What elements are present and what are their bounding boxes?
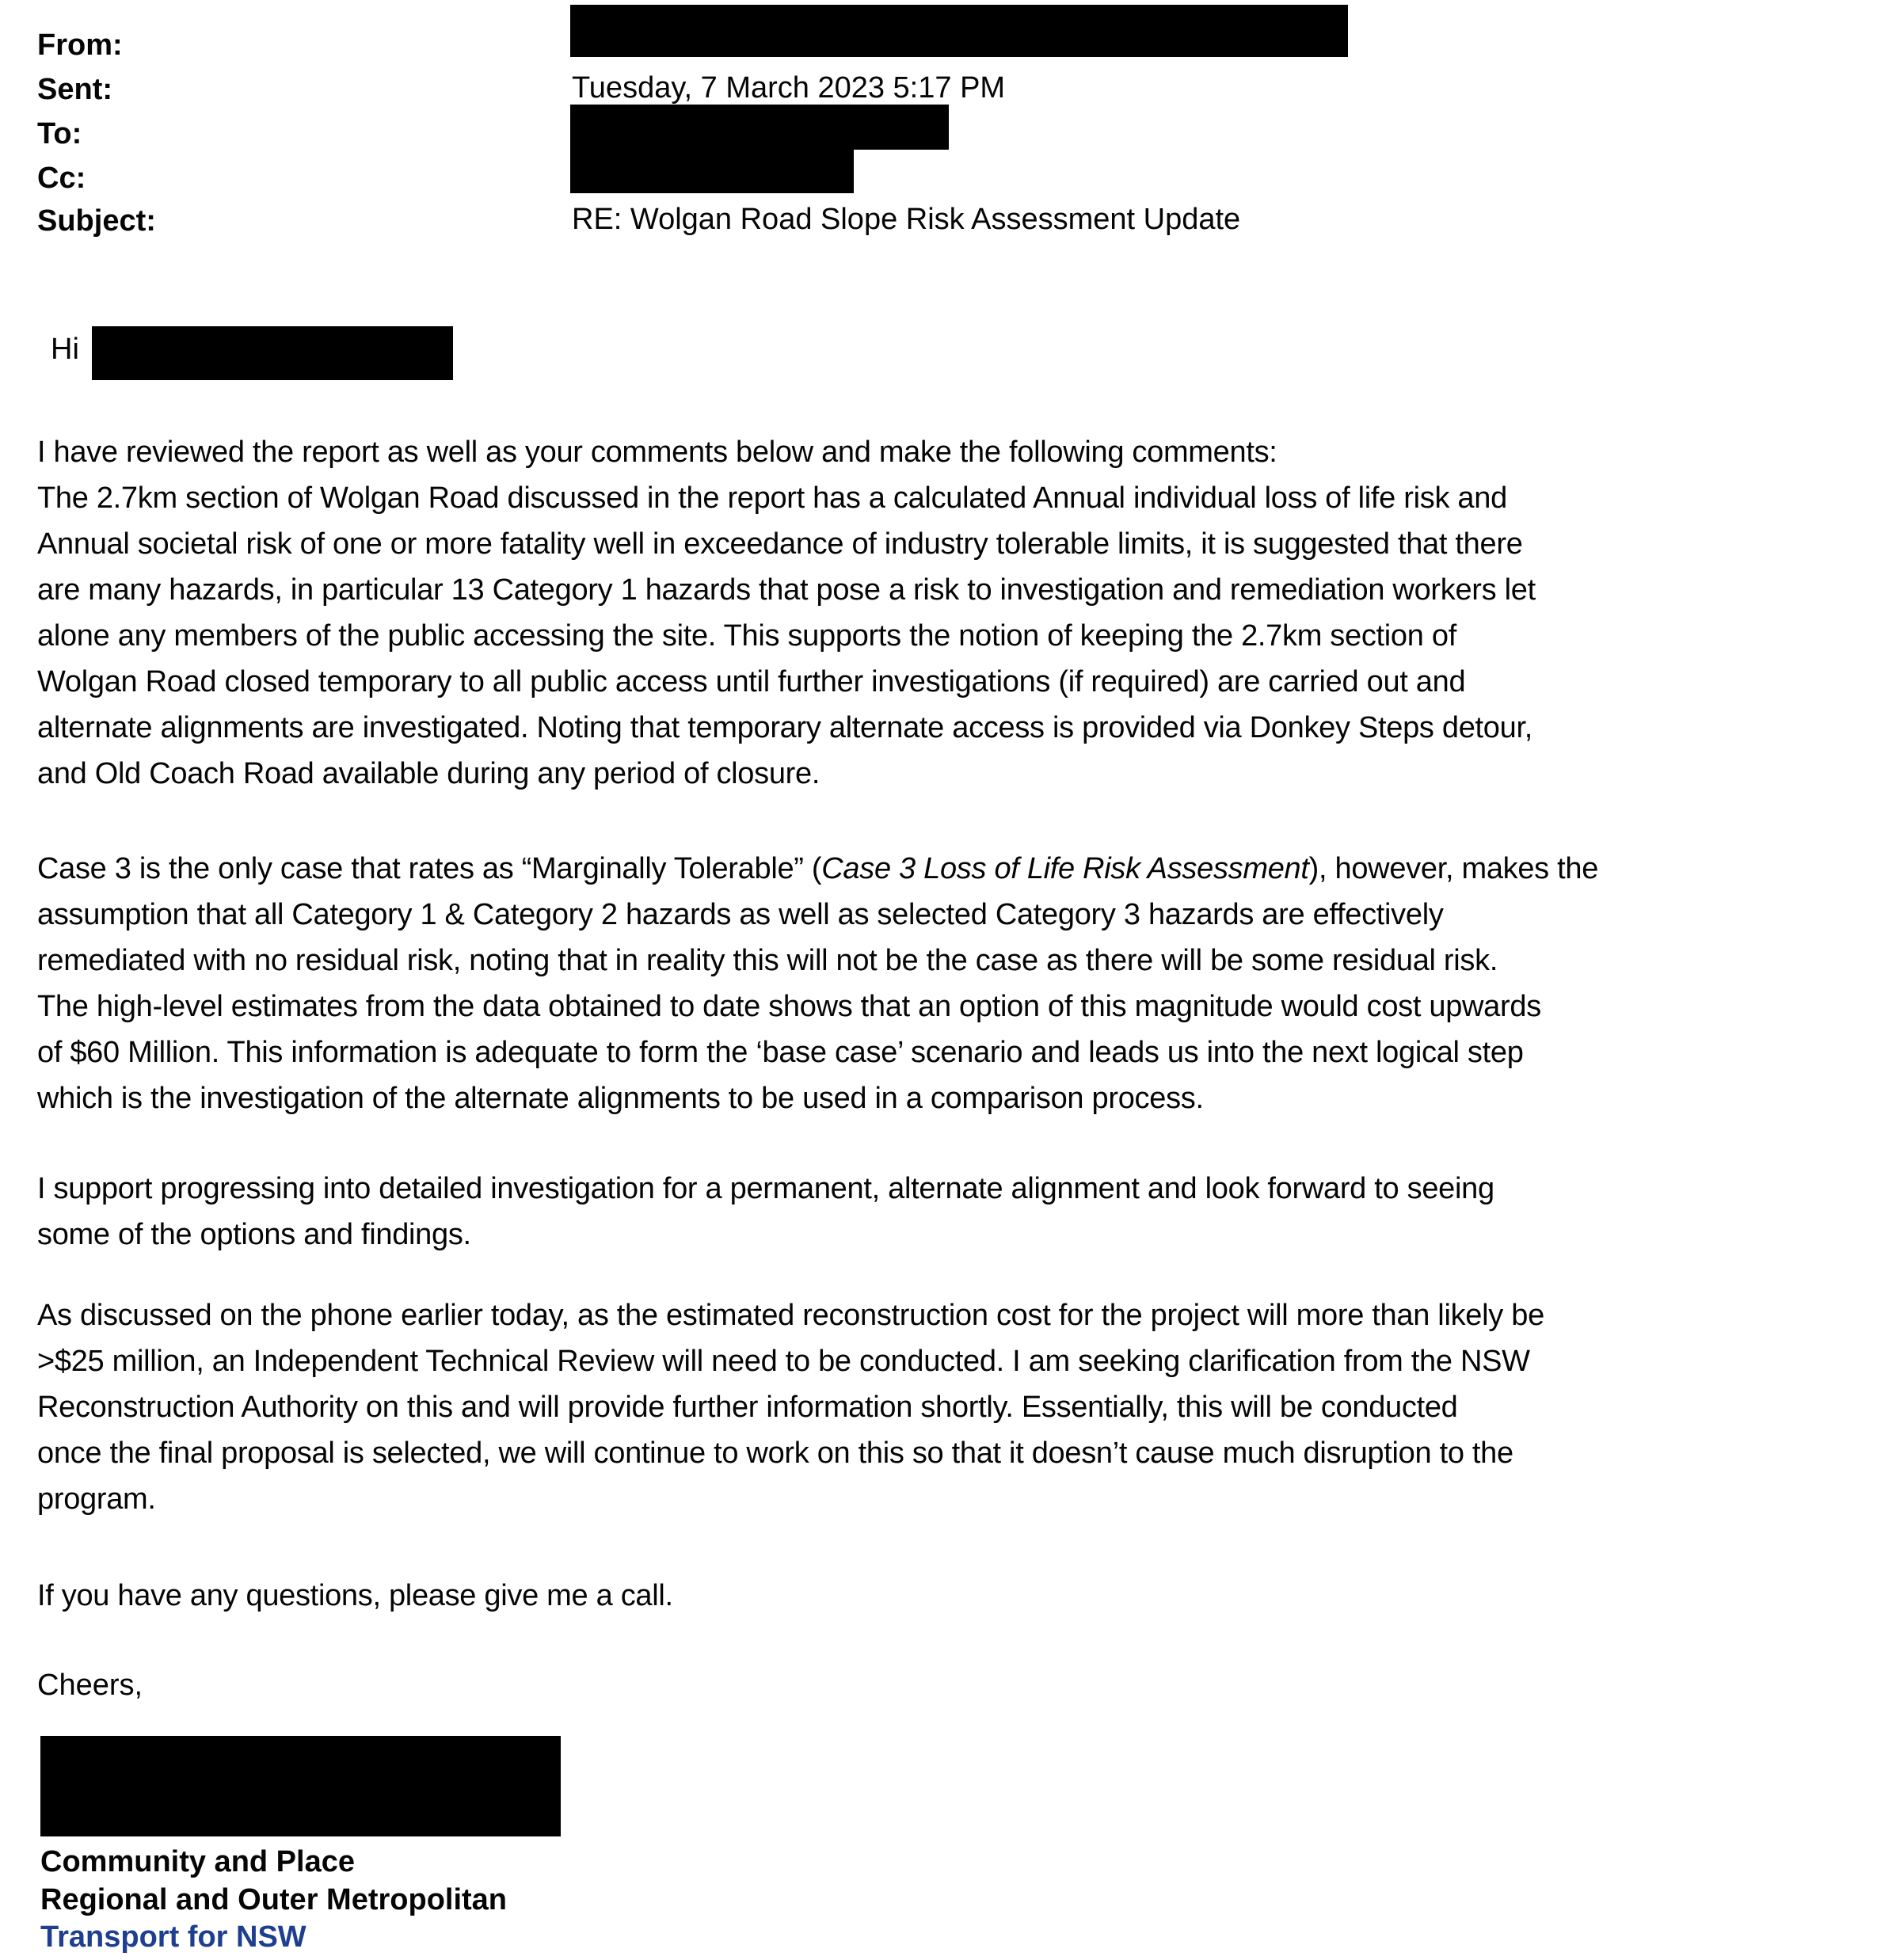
body-line: once the final proposal is selected, we will continue to work on this so that it doesn’t cause much disruption to the [37,1437,1513,1470]
italic-reference: Case 3 Loss of Life Risk Assessment [821,852,1309,885]
body-line: some of the options and findings. [37,1218,471,1251]
body-line: If you have any questions, please give me a call. [37,1579,673,1612]
body-line: The 2.7km section of Wolgan Road discussed in the report has a calculated Annual individual loss of life risk and [37,481,1507,515]
subject-label: Subject: [37,204,156,238]
body-line: Case 3 is the only case that rates as “Marginally Tolerable” (Case 3 Loss of Life Risk Assessment), however, makes the [37,852,1599,885]
from-redaction-box [570,5,1348,57]
signature-org: Transport for NSW [40,1920,306,1954]
body-line: The high-level estimates from the data obtained to date shows that an option of this magnitude would cost upwards [37,990,1541,1023]
subject-value: RE: Wolgan Road Slope Risk Assessment Update [572,203,1241,236]
paragraph [37,429,1877,797]
cc-redaction-box [570,150,854,193]
from-label: From: [37,29,123,62]
to-redaction-box [570,105,949,150]
body-line: >$25 million, an Independent Technical Review will need to be conducted. I am seeking clarification from the NSW [37,1345,1530,1378]
body-line: I have reviewed the report as well as your comments below and make the following comments: [37,436,1277,469]
body-line: alternate alignments are investigated. Noting that temporary alternate access is provided via Donkey Steps detour, [37,711,1532,744]
body-line: are many hazards, in particular 13 Category 1 hazards that pose a risk to investigation and remediation workers let [37,573,1536,607]
greeting-text: Hi [51,333,79,366]
greeting-redaction-box [92,326,453,380]
body-line: of $60 Million. This information is adequate to form the ‘base case’ scenario and leads us into the next logical step [37,1036,1524,1069]
body-line: program. [37,1482,156,1516]
body-line: Reconstruction Authority on this and will provide further information shortly. Essentially, this will be conducted [37,1391,1458,1424]
body-line: Wolgan Road closed temporary to all public access until further investigations (if required) are carried out and [37,665,1466,698]
body-line: alone any members of the public accessing the site. This supports the notion of keeping the 2.7km section of [37,619,1456,653]
cc-label: Cc: [37,162,86,195]
to-label: To: [37,117,82,150]
signature-redaction-box [40,1736,561,1836]
body-line: which is the investigation of the alternate alignments to be used in a comparison process. [37,1082,1204,1115]
paragraph [37,1573,1877,1619]
signature-division: Regional and Outer Metropolitan [40,1883,508,1916]
paragraph [37,846,1877,1121]
body-line: Annual societal risk of one or more fatality well in exceedance of industry tolerable limits, it is suggested that there [37,527,1523,561]
sent-value: Tuesday, 7 March 2023 5:17 PM [572,71,1006,105]
paragraph [37,1166,1877,1258]
body-line: I support progressing into detailed investigation for a permanent, alternate alignment and look forward to seeing [37,1172,1494,1205]
sent-label: Sent: [37,73,112,106]
body-line: assumption that all Category 1 & Category 2 hazards as well as selected Category 3 hazards are effectively [37,898,1444,931]
paragraph [37,1292,1877,1522]
signature-dept: Community and Place [40,1845,355,1878]
body-line: As discussed on the phone earlier today, as the estimated reconstruction cost for the project will more than likely be [37,1299,1544,1332]
body-line: and Old Coach Road available during any period of closure. [37,757,820,790]
body-line: remediated with no residual risk, noting that in reality this will not be the case as there will be some residual risk. [37,944,1498,977]
closing-text: Cheers, [37,1669,143,1702]
